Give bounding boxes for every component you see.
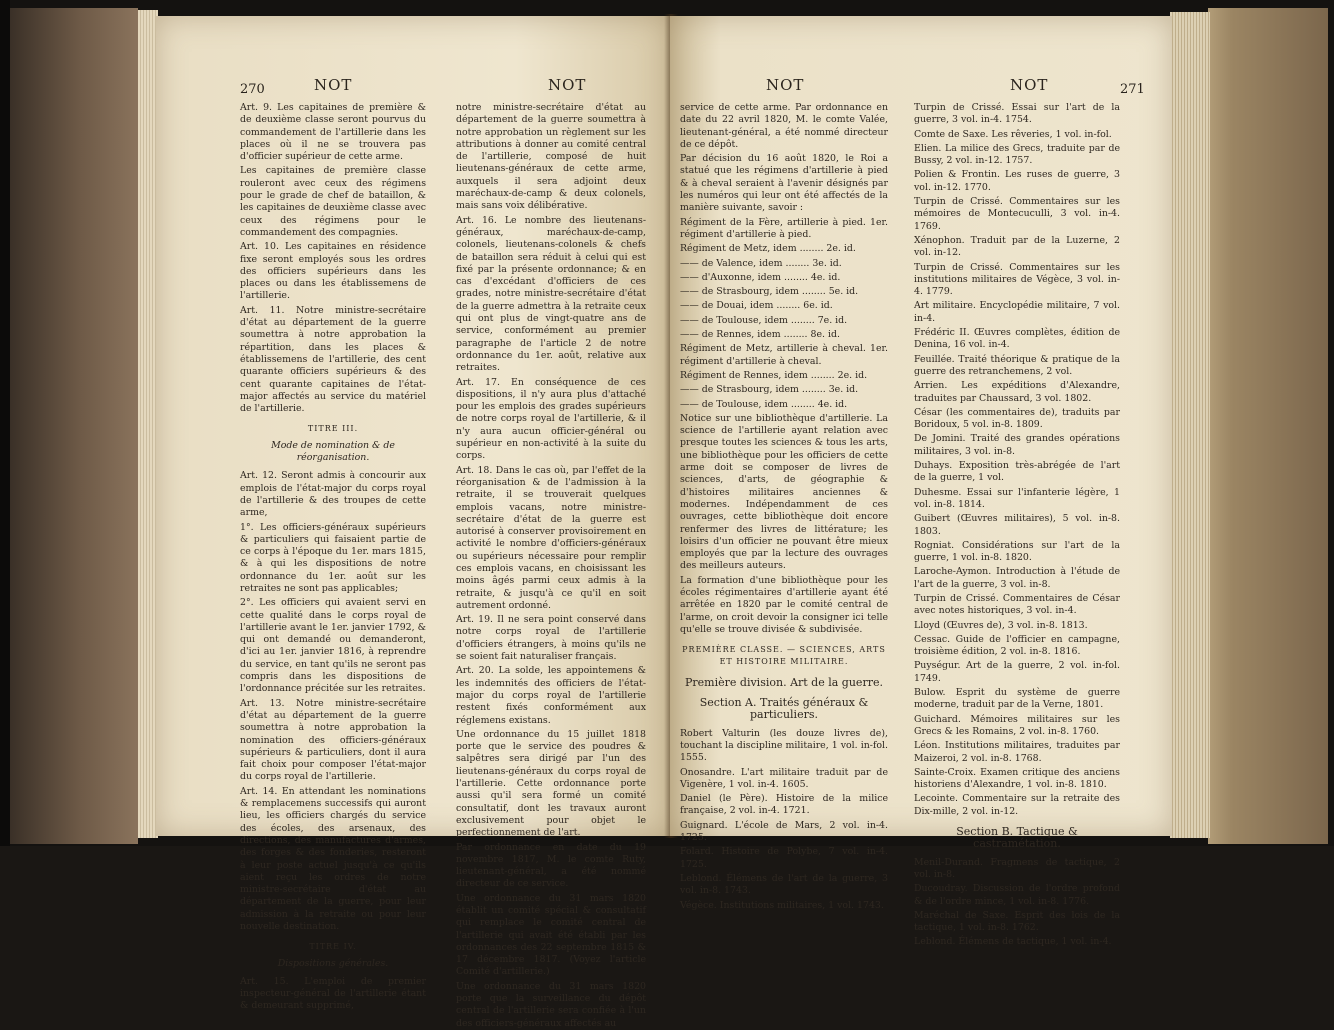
text-paragraph: Art. 17. En conséquence de ces dispositions, il n'y aura plus d'attaché pour les emplois des grades supérieurs de notre corps royal de l'artillerie, & il n'y aura aucun officier-général ou supérieur en non-activité à la suite du corps. bbox=[456, 376, 646, 462]
text-paragraph: Leblond. Élémens de l'art de la guerre, 3 vol. in-8. 1743. bbox=[680, 872, 888, 897]
text-paragraph: Frédéric II. Œuvres complètes, édition de Denina, 16 vol. in-4. bbox=[914, 327, 1120, 351]
text-paragraph: Art. 19. Il ne sera point conservé dans notre corps royal de l'artillerie d'officiers étrangers, à moins qu'ils ne se soient fait naturaliser français. bbox=[456, 614, 646, 663]
text-paragraph: service de cette arme. Par ordonnance en date du 22 avril 1820, M. le comte Valée, lieutenant-général, a été nommé directeur de ce dépôt. bbox=[680, 102, 888, 150]
text-paragraph: Feuillée. Traité théorique & pratique de la guerre des retranchemens, 2 vol. bbox=[914, 353, 1120, 377]
left-page bbox=[156, 16, 670, 1029]
text-paragraph: Art. 15. L'emploi de premier inspecteur-général de l'artillerie étant & demeurant supprimé, bbox=[240, 975, 426, 1012]
text-paragraph: De Jomini. Traité des grandes opérations militaires, 3 vol. in-8. bbox=[914, 433, 1120, 457]
text-paragraph: Dispositions générales. bbox=[277, 957, 389, 969]
text-paragraph: —— de Rennes, idem ........ 8e. id. bbox=[680, 329, 840, 341]
text-paragraph: Notice sur une bibliothèque d'artillerie. La science de l'artillerie ayant relation avec presque toutes les sciences & tous les arts, une bibliothèque pour les officiers de cette arme doit se composer de livres de sciences, d'arts, de géographie & d'histoires militaires anciennes & modernes. Indépendamment de ces ouvrages, cette bibliothèque doit encore renfermer des livres de littérature; les loisirs d'un officier ne pouvant être mieux employés que par la lecture des ouvrages des meilleurs auteurs. bbox=[680, 412, 888, 572]
text-paragraph: Guignard. L'école de Mars, 2 vol. in-4. 1725. bbox=[680, 819, 888, 844]
text-paragraph: Section A. Traités généraux & particuliers. bbox=[699, 696, 869, 722]
scan-edge bbox=[0, 0, 10, 846]
text-paragraph: Art. 10. Les capitaines en résidence fixe seront employés sous les ordres des officiers supérieurs dans les places ou dans les établissemens de l'artillerie. bbox=[240, 241, 426, 302]
text-paragraph: —— de Douai, idem ........ 6e. id. bbox=[680, 300, 833, 312]
text-paragraph: Art. 11. Notre ministre-secrétaire d'état au département de la guerre soumettra à notre approbation la répartition, dans les places & établissemens de l'artillerie, des cent quarante officiers supérieurs & des cent quarante capitaines de l'état-major affectés au service du matériel de l'artillerie. bbox=[240, 304, 426, 415]
text-paragraph: Arrien. Les expéditions d'Alexandre, traduites par Chaussard, 3 vol. 1802. bbox=[914, 380, 1120, 404]
text-paragraph: Leblond. Élémens de tactique, 1 vol. in-4. bbox=[914, 936, 1112, 948]
text-paragraph: Sainte-Croix. Examen critique des anciens historiens d'Alexandre, 1 vol. in-8. 1810. bbox=[914, 766, 1120, 791]
text-paragraph: PREMIÈRE CLASSE. — SCIENCES, ARTS ET HISTOIRE MILITAIRE. bbox=[682, 645, 886, 667]
text-paragraph: Menil-Durand. Fragmens de tactique, 2 vol. in-8. bbox=[914, 856, 1120, 880]
text-paragraph: Comte de Saxe. Les rêveries, 1 vol. in-fol. bbox=[914, 128, 1112, 140]
text-paragraph: César (les commentaires de), traduits par Boridoux, 5 vol. in-8. 1809. bbox=[914, 406, 1120, 431]
text-paragraph: Art. 13. Notre ministre-secrétaire d'état au département de la guerre soumettra à notre approbation la nomination des officiers-généraux supérieurs & particuliers, dont il aura fait choix pour composer l'état-major du corps royal de l'artillerie. bbox=[240, 697, 426, 783]
text-paragraph: Régiment de la Fère, artillerie à pied. 1er. régiment d'artillerie à pied. bbox=[680, 216, 888, 240]
text-paragraph: Art. 20. La solde, les appointemens & les indemnités des officiers de l'état-major du corps royal de l'artillerie restent fixés conformément aux réglemens existans. bbox=[456, 665, 646, 726]
page-number-left: 270 bbox=[240, 82, 265, 97]
text-paragraph: Par ordonnance en date du 19 novembre 1817, M. le comte Ruty, lieutenant-général, a été nommé directeur de ce service. bbox=[456, 841, 646, 890]
running-head-left-2: NOT bbox=[548, 76, 587, 94]
text-paragraph: Laroche-Aymon. Introduction à l'étude de l'art de la guerre, 3 vol. in-8. bbox=[914, 566, 1120, 590]
text-paragraph: —— de Toulouse, idem ........ 7e. id. bbox=[680, 314, 848, 326]
text-paragraph: Folard. Histoire de Polybe, 7 vol. in-4. 1725. bbox=[680, 846, 888, 870]
text-paragraph: Guibert (Œuvres militaires), 5 vol. in-8. 1803. bbox=[914, 513, 1120, 537]
text-paragraph: Robert Valturin (les douze livres de), touchant la discipline militaire, 1 vol. in-fol. 1555. bbox=[680, 727, 888, 764]
text-paragraph: Maréchal de Saxe. Esprit des lois de la tactique, 1 vol. in-8. 1762. bbox=[914, 909, 1120, 934]
text-paragraph: —— de Valence, idem ........ 3e. id. bbox=[680, 257, 842, 269]
text-paragraph: Section B. Tactique & castramétation. bbox=[956, 825, 1078, 851]
text-paragraph: Régiment de Metz, artillerie à cheval. 1er. régiment d'artillerie à cheval. bbox=[680, 343, 888, 367]
text-paragraph: Onosandre. L'art militaire traduit par de Vigenère, 1 vol. in-4. 1605. bbox=[680, 766, 888, 790]
text-paragraph: Art. 12. Seront admis à concourir aux emplois de l'état-major du corps royal de l'artillerie & des troupes de cette arme, bbox=[240, 470, 426, 519]
text-paragraph: —— de Toulouse, idem ........ 4e. id. bbox=[680, 398, 848, 410]
text-paragraph: notre ministre-secrétaire d'état au département de la guerre soumettra à notre approbation un règlement sur les attributions à donner au comité central de l'artillerie, composé de huit lieutenans-généraux de cette arme, auxquels il sera adjoint deux maréchaux-de-camp & deux colonels, mais sans voix délibérative. bbox=[456, 102, 646, 212]
text-paragraph: Régiment de Rennes, idem ........ 2e. id. bbox=[680, 369, 868, 381]
text-paragraph: Turpin de Crissé. Commentaires de César avec notes historiques, 3 vol. in-4. bbox=[914, 592, 1120, 617]
right-page-stack bbox=[1170, 12, 1210, 838]
left-page-stack bbox=[138, 10, 158, 838]
text-paragraph: Lloyd (Œuvres de), 3 vol. in-8. 1813. bbox=[914, 619, 1088, 631]
running-head-right-1: NOT bbox=[766, 76, 805, 94]
right-page-column-2 bbox=[914, 102, 1120, 948]
left-cover-board bbox=[10, 8, 138, 844]
text-paragraph: Xénophon. Traduit par de la Luzerne, 2 vol. in-12. bbox=[914, 234, 1120, 259]
text-paragraph: Une ordonnance du 31 mars 1820 établit un comité spécial & consultatif qui remplace le comité central de l'artillerie qui avait été établi par les ordonnances des 22 septembre 1815 & 17 décembre 1817. (Voyez l'article Comité d'artillerie.) bbox=[456, 892, 646, 978]
text-paragraph: 2°. Les officiers qui avaient servi en cette qualité dans le corps royal de l'artillerie avant le 1er. janvier 1792, & qui ont demandé ou demanderont, d'ici au 1er. janvier 1816, à reprendre du service, en tant qu'ils ne seront pas compris dans les dispositions de l'ordonnance précitée sur les retraites. bbox=[240, 597, 426, 695]
text-paragraph: TITRE IV. bbox=[309, 942, 357, 952]
text-paragraph: —— de Strasbourg, idem ........ 3e. id. bbox=[680, 384, 859, 396]
text-paragraph: La formation d'une bibliothèque pour les écoles régimentaires d'artillerie ayant été arrêtée en 1820 par le comité central de l'arme, on croit devoir la consigner ici telle qu'elle se trouve divisée & subdivisée. bbox=[680, 574, 888, 635]
text-paragraph: Turpin de Crissé. Commentaires sur les institutions militaires de Végèce, 3 vol. in-4. 1779. bbox=[914, 261, 1120, 298]
text-paragraph: Rogniat. Considérations sur l'art de la guerre, 1 vol. in-8. 1820. bbox=[914, 539, 1120, 564]
text-paragraph: Régiment de Metz, idem ........ 2e. id. bbox=[680, 243, 856, 255]
text-paragraph: —— d'Auxonne, idem ........ 4e. id. bbox=[680, 271, 841, 283]
left-page-column-1 bbox=[240, 102, 426, 1012]
text-paragraph: Guichard. Mémoires militaires sur les Grecs & les Romains, 2 vol. in-8. 1760. bbox=[914, 713, 1120, 737]
text-paragraph: Daniel (le Père). Histoire de la milice française, 2 vol. in-4. 1721. bbox=[680, 793, 888, 817]
text-paragraph: Art. 9. Les capitaines de première & de deuxième classe seront pourvus du commandement de l'artillerie dans les places où il ne se trouvera pas d'officier supérieur de cette arme. bbox=[240, 102, 426, 163]
text-paragraph: Elien. La milice des Grecs, traduite par de Bussy, 2 vol. in-12. 1757. bbox=[914, 142, 1120, 167]
right-cover-board bbox=[1208, 8, 1328, 844]
text-paragraph: Cessac. Guide de l'officier en campagne, troisième édition, 2 vol. in-8. 1816. bbox=[914, 633, 1120, 658]
text-paragraph: Duhesme. Essai sur l'infanterie légère, 1 vol. in-8. 1814. bbox=[914, 486, 1120, 510]
text-paragraph: Une ordonnance du 31 mars 1820 porte que la surveillance du dépôt central de l'artillerie sera confiée à l'un des officiers-généraux affectés au bbox=[456, 980, 646, 1029]
text-paragraph: Art militaire. Encyclopédie militaire, 7 vol. in-4. bbox=[914, 300, 1120, 324]
text-paragraph: Bulow. Esprit du système de guerre moderne, traduit par de la Verne, 1801. bbox=[914, 687, 1120, 711]
text-paragraph: Une ordonnance du 15 juillet 1818 porte que le service des poudres & salpêtres sera dirigé par l'un des lieutenans-généraux du corps royal de l'artillerie. Cette ordonnance porte aussi qu'il sera formé un comité consultatif, dont les travaux auront exclusivement pour objet le perfectionnement de l'art. bbox=[456, 728, 646, 839]
left-page-column-2 bbox=[456, 102, 646, 1029]
text-paragraph: Mode de nomination & de réorganisation. bbox=[271, 439, 395, 464]
text-paragraph: Art. 16. Le nombre des lieutenans-généraux, maréchaux-de-camp, colonels, lieutenans-colonels & chefs de bataillon sera réduit à celui qui est fixé par la présente ordonnance; & en cas d'excédant d'officiers de ces grades, notre ministre-secrétaire d'état de la guerre admettra à la retraite ceux qui ont plus de vingt-quatre ans de service, conformément au premier paragraphe de l'article 2 de notre ordonnance du 1er. août, relative aux retraites. bbox=[456, 214, 646, 374]
text-paragraph: Turpin de Crissé. Essai sur l'art de la guerre, 3 vol. in-4. 1754. bbox=[914, 102, 1120, 126]
text-paragraph: Léon. Institutions militaires, traduites par Maizeroi, 2 vol. in-8. 1768. bbox=[914, 740, 1120, 764]
text-paragraph: Duhays. Exposition très-abrégée de l'art de la guerre, 1 vol. bbox=[914, 460, 1120, 484]
text-paragraph: —— de Strasbourg, idem ........ 5e. id. bbox=[680, 286, 859, 298]
running-head-left-1: NOT bbox=[314, 76, 353, 94]
text-paragraph: Les capitaines de première classe rouleront avec ceux des régimens pour le grade de chef de bataillon, & les capitaines de deuxième classe avec ceux des régimens pour le commandement des compagnies. bbox=[240, 165, 426, 238]
running-head-right-2: NOT bbox=[1010, 76, 1049, 94]
text-paragraph: Polien & Frontin. Les ruses de guerre, 3 vol. in-12. 1770. bbox=[914, 169, 1120, 193]
text-paragraph: Art. 14. En attendant les nominations & remplacemens successifs qui auront lieu, les officiers chargés du service des écoles, des arsenaux, des directions, des manufactures d'armes, des forges & des fonderies, resteront à leur poste actuel jusqu'à ce qu'ils aient reçu les ordres de notre ministre-secrétaire d'état au département de la guerre, pour leur admission à la retraite ou pour leur nouvelle destination. bbox=[240, 785, 426, 932]
text-paragraph: Végèce. Institutions militaires, 1 vol. 1743. bbox=[680, 899, 884, 911]
text-paragraph: Par décision du 16 août 1820, le Roi a statué que les régimens d'artillerie à pied & à cheval seraient à l'avenir désignés par les numéros qui leur ont été affectés de la manière suivante, savoir : bbox=[680, 153, 888, 214]
text-paragraph: TITRE III. bbox=[307, 424, 359, 434]
text-paragraph: 1°. Les officiers-généraux supérieurs & particuliers qui faisaient partie de ce corps à l'époque du 1er. mars 1815, & à qui les dispositions de notre ordonnance du 1er. août sur les retraites ne sont pas applicables; bbox=[240, 521, 426, 594]
text-paragraph: Ducoudray. Discussion de l'ordre profond & de l'ordre mince, 1 vol. in-8. 1776. bbox=[914, 883, 1120, 907]
text-paragraph: Turpin de Crissé. Commentaires sur les mémoires de Montecuculli, 3 vol. in-4. 1769. bbox=[914, 196, 1120, 232]
page-number-right: 271 bbox=[1120, 82, 1145, 97]
right-page bbox=[670, 16, 1172, 948]
right-page-column-1 bbox=[680, 102, 888, 911]
text-paragraph: Première division. Art de la guerre. bbox=[685, 675, 883, 689]
text-paragraph: Art. 18. Dans le cas où, par l'effet de la réorganisation & de l'admission à la retraite, il se trouverait quelques emplois vacans, notre ministre-secrétaire d'état de la guerre est autorisé à conserver provisoirement en activité le nombre d'officiers-généraux ou supérieurs nécessaire pour remplir ces emplois vacans, en choisissant les moins âgés parmi ceux admis à la retraite, & jusqu'à ce qu'il en soit autrement ordonné. bbox=[456, 464, 646, 611]
text-paragraph: Puységur. Art de la guerre, 2 vol. in-fol. 1749. bbox=[914, 660, 1120, 684]
text-paragraph: Lecointe. Commentaire sur la retraite des Dix-mille, 2 vol. in-12. bbox=[914, 793, 1120, 817]
